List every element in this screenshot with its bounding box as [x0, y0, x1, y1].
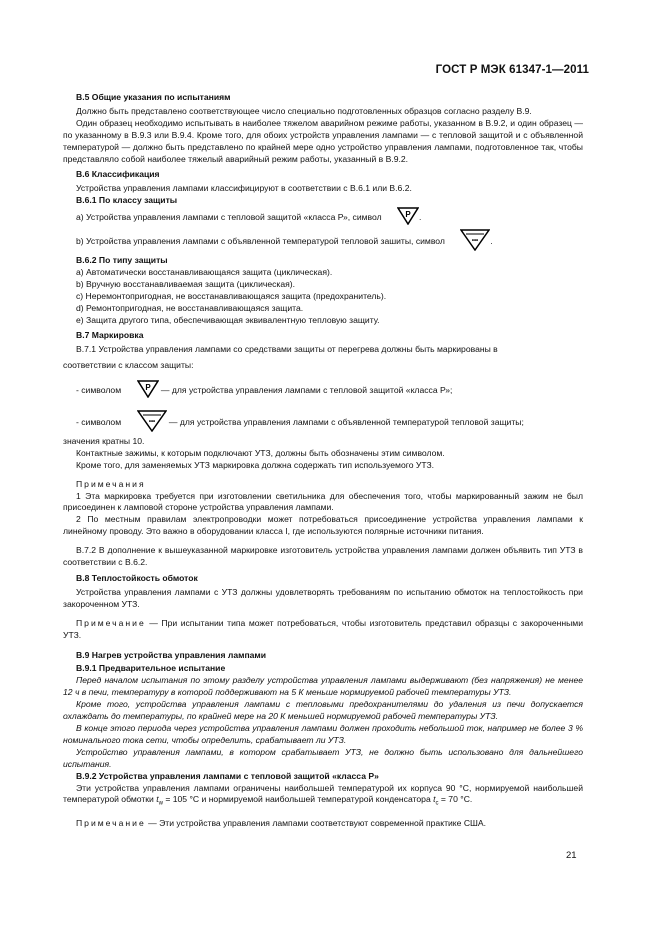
section-heading: В.9 Нагрев устройства управления лампами: [76, 649, 267, 660]
list-item: a) Устройства управления лампами с тепловой защитой «класса Р», символ P .: [63, 207, 583, 229]
thermal-protection-p-icon: [124, 380, 159, 402]
section-heading: В.6 Классификация: [76, 169, 160, 180]
section-heading: В.5 Общие указания по испытаниям: [76, 92, 231, 102]
declared-temperature-icon: [447, 229, 490, 255]
declared-temperature-icon: [124, 410, 167, 436]
document-header: ГОСТ Р МЭК 61347-1—2011: [435, 64, 589, 76]
page-number: 21: [566, 850, 577, 861]
list-item-text: b) Устройства управления лампами с объявленной температурой тепловой зашиты, символ: [76, 236, 445, 247]
paragraph: Перед началом испытания по этому разделу устройства управления лампами выдерживают (без напряжения) не менее 12 ч в печи, температуру в которой поддерживают на 5 К меньше нормируемой рабочей температуры УТЗ.: [63, 675, 583, 698]
svg-text:•••: •••: [148, 419, 155, 426]
svg-text:P: P: [405, 210, 411, 220]
subsection-heading: В.9.1 Предварительное испытание: [76, 663, 226, 674]
subsection-heading: В.6.1 По классу защиты: [76, 195, 178, 206]
paragraph: Контактные зажимы, к которым подключают УТЗ, должны быть обозначены этим символом.: [76, 447, 445, 458]
paragraph: Кроме того, устройства управления лампами с тепловыми предохранителями до удаления из печи допускается охлаждать до температуры, по крайней мере на 20 К меньшей нормируемой рабочей температуры УТЗ.: [63, 699, 583, 722]
svg-text:P: P: [144, 383, 151, 393]
document-body: [63, 92, 583, 830]
list-item: e) Защита другого типа, обеспечивающая эквивалентную тепловую защиту.: [76, 314, 380, 325]
list-item: c) Неремонтопригодная, не восстанавливающаяся защита (предохранитель).: [76, 290, 387, 301]
note: Примечание — При испытании типа может потребоваться, чтобы изготовитель представил образцы с закороченными УТЗ.: [63, 617, 583, 640]
subsection-heading: В.6.2 По типу защиты: [76, 254, 168, 265]
paragraph: Устройство управления лампами, в котором срабатывает УТЗ, не должно быть использовано для дальнейшего испытания.: [63, 746, 583, 769]
list-item: b) Вручную восстанавливаемая защита (циклическая).: [76, 278, 296, 289]
list-item-text: a) Устройства управления лампами с тепловой защитой «класса Р», символ: [76, 212, 382, 223]
section-heading: В.8 Теплостойкость обмоток: [76, 573, 198, 583]
section-heading: В.7 Маркировка: [76, 330, 144, 341]
paragraph: Устройства управления лампами классифицируют в соответствии с В.6.1 или В.6.2.: [76, 183, 412, 194]
list-item: b) Устройства управления лампами с объявленной температурой тепловой зашиты, символ ••• .: [63, 229, 583, 255]
paragraph: В конце этого периода через устройства управления лампами должен проходить небольшой ток, например не более 3 % номинального тока сети, чтобы определить, срабатывает ли УТЗ.: [63, 722, 583, 745]
paragraph: Кроме того, для заменяемых УТЗ маркировка должна содержать тип используемого УТЗ.: [76, 459, 435, 470]
paragraph: значения кратны 10.: [63, 435, 145, 446]
note: 2 По местным правилам электропроводки может потребоваться присоединение устройства управления лампами к линейному проводу. Это важно в оборудовании класса I, где используются полярные источники питания.: [63, 514, 583, 537]
subsection-heading: В.9.2 Устройства управления лампами с тепловой защитой «класса Р»: [76, 770, 379, 781]
paragraph: Должно быть представлено соответствующее число специально подготовленных образцов согласно разделу В.9.: [76, 105, 532, 116]
paragraph: В.7.2 В дополнение к вышеуказанной маркировке изготовитель устройства управления лампами должен объявить тип УТЗ в соответствии с В.6.2.: [63, 545, 583, 568]
thermal-protection-p-icon: [384, 207, 419, 229]
notes-heading: Примечания: [76, 478, 146, 489]
paragraph: соответствии с классом защиты:: [63, 360, 194, 371]
paragraph: Эти устройства управления лампами ограничены наибольшей температурой их корпуса 90 °С, нормируемой наибольшей температурой обмотки $t_w = 105$ °С и нормируемой наибольшей температурой конденсатора $t_c = 70$ °С.: [63, 782, 583, 808]
paragraph: Один образец необходимо испытывать в наиболее тяжелом аварийном режиме работы, указанном в В.9.2, и один образец — по указанному в В.9.3 или В.9.4. Кроме того, для обоих устройств управления лампами — с тепловой защитой и с объявленной температурой — должно быть представлено по крайней мере одно устройство управления лампами, подготовленное так, чтобы представляло собой наиболее тяжелый аварийный режим работы, указанный в В.9.2.: [63, 117, 583, 164]
marking-line-p: - символом P — для устройства управления лампами с тепловой защитой «класса Р»;: [63, 380, 583, 402]
note: 1 Эта маркировка требуется при изготовлении светильника для обеспечения того, чтобы маркированный зажим не был присоединен к ламповой стороне устройства управления лампами.: [63, 490, 583, 513]
paragraph: В.7.1 Устройства управления лампами со средствами защиты от перегрева должны быть маркированы в: [76, 344, 498, 355]
paragraph: Устройства управления лампами с УТЗ должны удовлетворять требованиям по испытанию обмоток на теплостойкость при закороченном УТЗ.: [63, 586, 583, 609]
marking-line-declared: - символом ••• — для устройства управления лампами с объявленной температурой тепловой защиты;: [63, 410, 583, 436]
svg-text:•••: •••: [472, 238, 479, 245]
note: Примечание — Эти устройства управления лампами соответствуют современной практике США.: [76, 818, 487, 829]
list-item: a) Автоматически восстанавливающаяся защита (циклическая).: [76, 266, 333, 277]
list-item: d) Ремонтопригодная, не восстанавливающаяся защита.: [76, 302, 304, 313]
